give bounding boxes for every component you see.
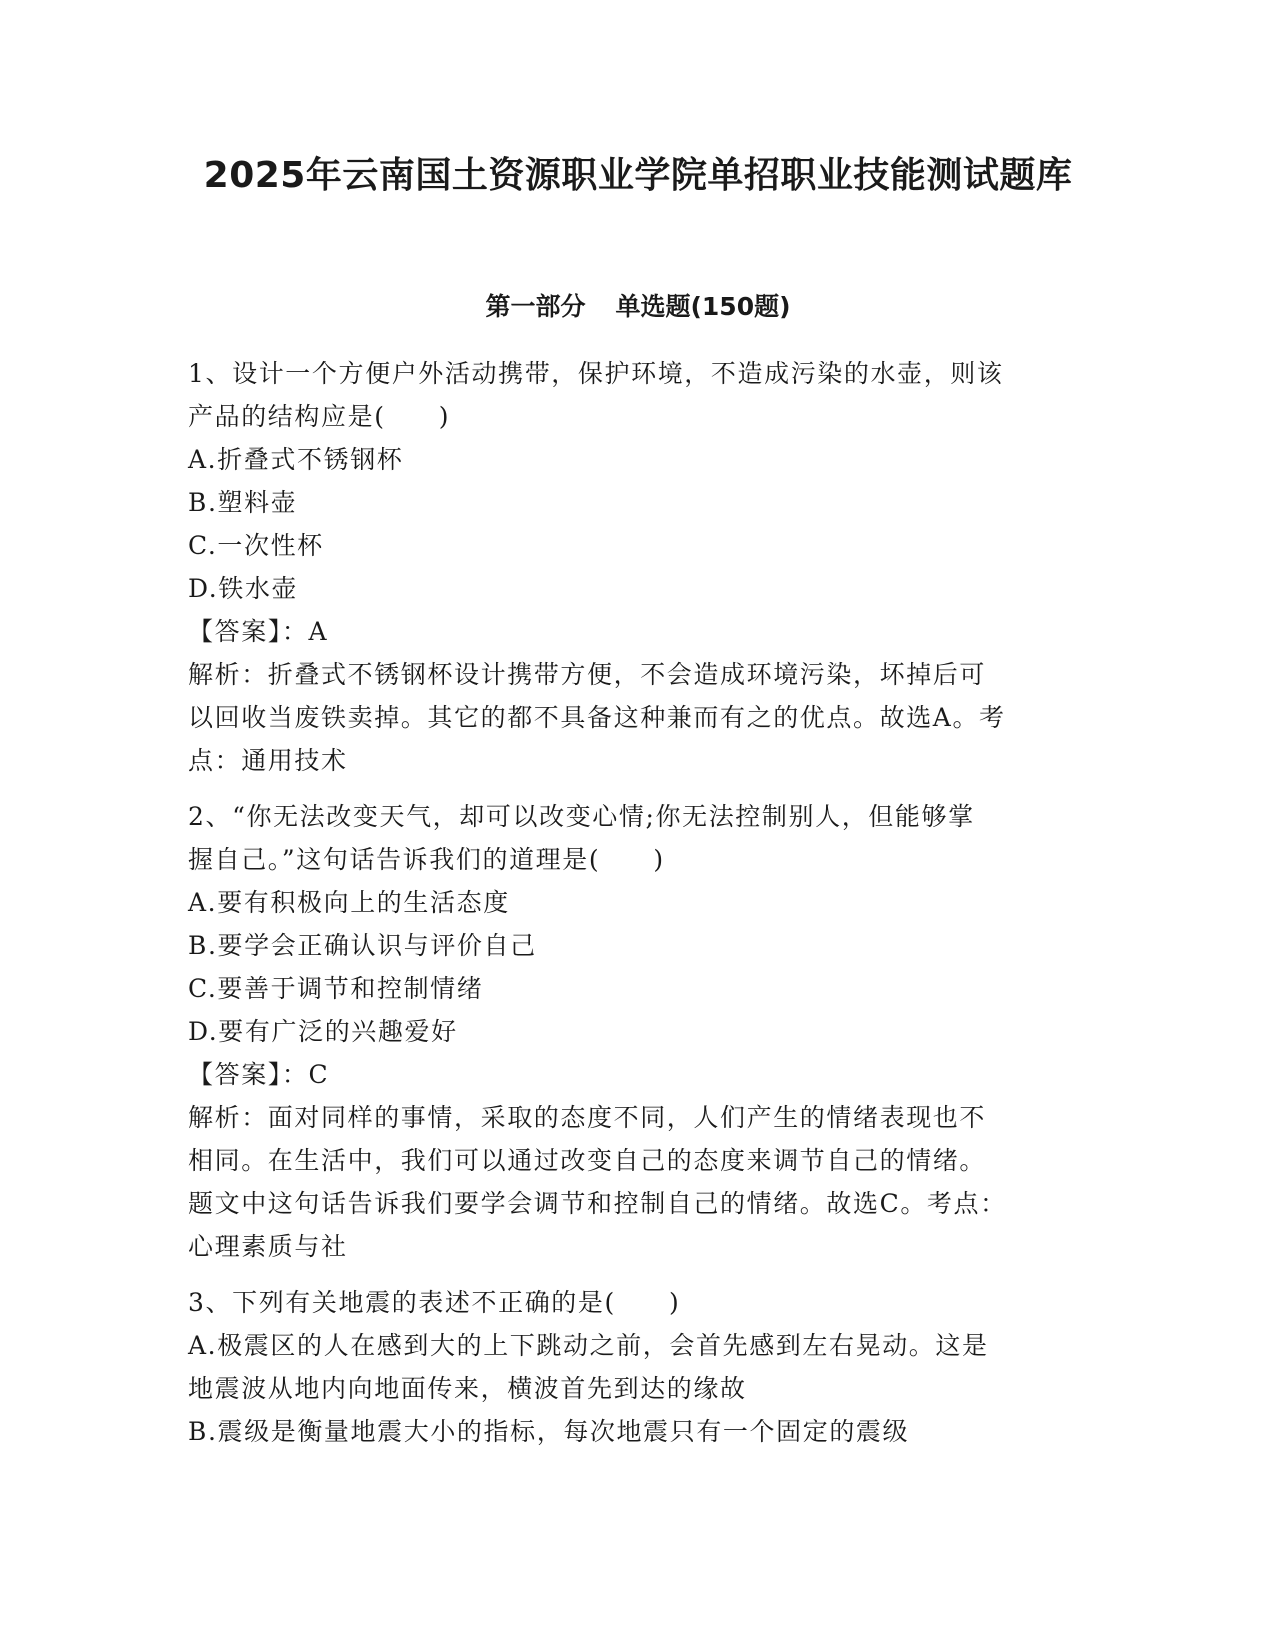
analysis-line: 以回收当废铁卖掉。其它的都不具备这种兼而有之的优点。故选A。考 (188, 703, 1006, 732)
answer-option: A.极震区的人在感到大的上下跳动之前，会首先感到左右晃动。这是 (188, 1331, 989, 1360)
question-stem-line: 产品的结构应是( ) (188, 402, 451, 431)
question-stem-line: 2、“你无法改变天气，却可以改变心情;你无法控制别人，但能够掌 (188, 802, 975, 831)
question-block (188, 352, 1088, 782)
answer-option: C.一次性杯 (188, 531, 324, 560)
answer-key: 【答案】：C (188, 1060, 330, 1089)
answer-option: B.要学会正确认识与评价自己 (188, 931, 537, 960)
answer-option: B.塑料壶 (188, 488, 298, 517)
answer-option: A.折叠式不锈钢杯 (188, 445, 404, 474)
answer-option: D.要有广泛的兴趣爱好 (188, 1017, 458, 1046)
section-title (188, 287, 1088, 327)
answer-key: 【答案】：A (188, 617, 329, 646)
answer-option: D.铁水壶 (188, 574, 299, 603)
section-type-label: 单选题(150题) (615, 292, 791, 321)
analysis-line: 解析：折叠式不锈钢杯设计携带方便，不会造成环境污染，坏掉后可 (188, 660, 987, 689)
analysis-line: 心理素质与社 (188, 1232, 348, 1261)
document-title: 2025年云南国土资源职业学院单招职业技能测试题库 (203, 155, 1073, 196)
analysis-line: 题文中这句话告诉我们要学会调节和控制自己的情绪。故选C。考点： (188, 1189, 1007, 1218)
question-stem-line: 3、下列有关地震的表述不正确的是( ) (188, 1288, 681, 1317)
document-page (188, 0, 1088, 1650)
question-stem-line: 握自己。”这句话告诉我们的道理是( ) (188, 845, 665, 874)
analysis-line: 相同。在生活中，我们可以通过改变自己的态度来调节自己的情绪。 (188, 1146, 987, 1175)
question-block (188, 1281, 1088, 1453)
question-list (188, 352, 1088, 1453)
answer-option: 地震波从地内向地面传来，横波首先到达的缘故 (188, 1374, 747, 1403)
section-part-label: 第一部分 (485, 292, 586, 321)
analysis-line: 解析：面对同样的事情，采取的态度不同，人们产生的情绪表现也不 (188, 1103, 987, 1132)
analysis-line: 点：通用技术 (188, 746, 348, 775)
question-block (188, 795, 1088, 1268)
answer-option: A.要有积极向上的生活态度 (188, 888, 510, 917)
answer-option: B.震级是衡量地震大小的指标，每次地震只有一个固定的震级 (188, 1417, 910, 1446)
answer-option: C.要善于调节和控制情绪 (188, 974, 484, 1003)
question-stem-line: 1、设计一个方便户外活动携带，保护环境，不造成污染的水壶，则该 (188, 359, 1004, 388)
